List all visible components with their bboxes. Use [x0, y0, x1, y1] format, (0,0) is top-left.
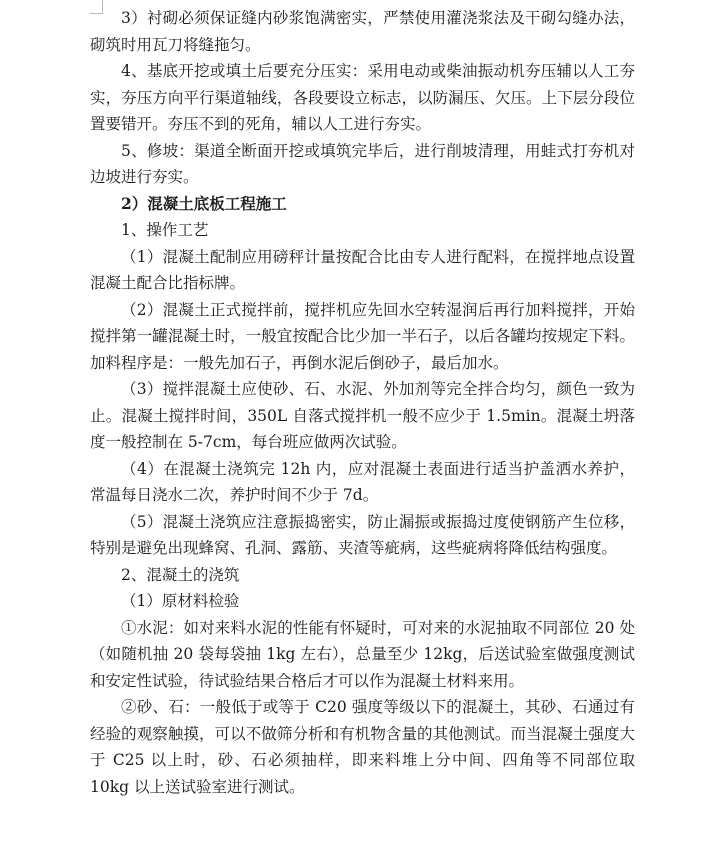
paragraph-mixing-time: （3）搅拌混凝土应使砂、石、水泥、外加剂等完全拌合均匀，颜色一致为止。混凝土搅拌时间，350L 自落式搅拌机一般不应少于 1.5min。混凝土坍落度一般控制在 5-7cm，每台班应做两次试验。	[90, 380, 635, 451]
paragraph-mixing-start: （2）混凝土正式搅拌前，搅拌机应先回水空转湿润后再行加料搅拌，开始搅拌第一罐混凝土时，一般宜按配合比少加一半石子，以后各罐均按规定下料。加料程序是：一般先加石子，再倒水泥后倒砂子，最后加水。	[90, 300, 635, 372]
paragraph-mortar-joints: 3）衬砌必须保证缝内砂浆饱满密实，严禁使用灌浇浆法及干砌勾缝办法，砌筑时用瓦刀将缝拖匀。	[90, 9, 635, 54]
paragraph-curing: （4）在混凝土浇筑完 12h 内，应对混凝土表面进行适当护盖洒水养护，常温每日浇水二次，养护时间不少于 7d。	[90, 459, 635, 504]
paragraph-slope-trimming: 5、修坡：渠道全断面开挖或填筑完毕后，进行削坡清理，用蛙式打夯机对边坡进行夯实。	[90, 141, 635, 186]
paragraph-compaction: 4、基底开挖或填土后要充分压实：采用电动或柴油振动机夯压辅以人工夯实，夯压方向平行渠道轴线，各段要设立标志，以防漏压、欠压。上下层分段位置要错开。夯压不到的死角，辅以人工进行夯实。	[90, 62, 635, 133]
subheading-concrete-pouring: 2、混凝土的浇筑	[121, 565, 240, 584]
paragraph-mix-batching: （1）混凝土配制应用磅秤计量按配合比由专人进行配料，在搅拌地点设置混凝土配合比指标牌。	[90, 247, 635, 292]
paragraph-cement-testing: ①水泥：如对来料水泥的性能有怀疑时，可对来的水泥抽取不同部位 20 处（如随机抽 20 袋每袋抽 1kg 左右），总量至少 12kg，后送试验室做强度测试和安定性试验，待试验结果合格后才可以作为混凝土材料来用。	[90, 618, 635, 690]
document-body	[90, 5, 635, 800]
subheading-material-inspection: （1）原材料检验	[121, 592, 240, 610]
subheading-operation-process: 1、操作工艺	[121, 221, 209, 239]
paragraph-sand-stone-testing: ②砂、石：一般低于或等于 C20 强度等级以下的混凝土，其砂、石通过有经验的观察触摸，可以不做筛分析和有机物含量的其他测试。而当混凝土强度大于 C25 以上时，砂、石必须抽样，即来料堆上分中间、四角等不同部位取 10kg 以上送试验室进行测试。	[90, 698, 635, 796]
paragraph-vibration: （5）混凝土浇筑应注意振捣密实，防止漏振或振捣过度使钢筋产生位移，特别是避免出现蜂窝、孔洞、露筋、夹渣等疵病，这些疵病将降低结构强度。	[90, 512, 635, 557]
section-heading-concrete-slab: 2）混凝土底板工程施工	[121, 193, 287, 213]
